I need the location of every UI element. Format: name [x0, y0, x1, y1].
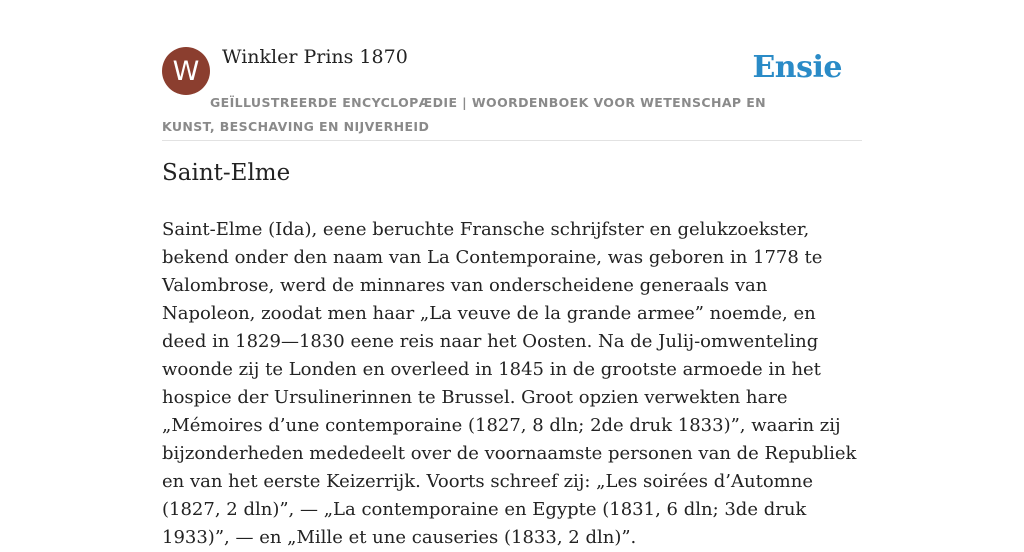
brand-logo[interactable]: Ensie [752, 50, 842, 85]
source-subtitle: GEÏLLUSTREERDE ENCYCLOPÆDIE | WOORDENBOEK VOOR WETENSCHAP EN KUNST, BESCHAVING EN NIJVERHEID [162, 95, 767, 134]
entry-body: Saint-Elme (Ida), eene beruchte Fransche schrijfster en gelukzoekster, bekend onder den naam van La Contemporaine, was geboren in 1778 te Valombrose, werd de minnares van onderscheidene generaals van Napoleon, zoodat men haar „La veuve de la grande armee” noemde, en deed in 1829—1830 eene reis naar het Oosten. Na de Julij-omwenteling woonde zij te Londen en overleed in 1845 in de grootste armoede in het hospice der Ursulinerinnen te Brussel. Groot opzien verwekten hare „Mémoires d’une contemporaine (1827, 8 dln; 2de druk 1833)”, waarin zij bijzonderheden mededeelt over de voornaamste personen van de Republiek en van het eerste Keizerrijk. Voorts schreef zij: „Les soirées d’Automne (1827, 2 dln)”, — „La contemporaine en Egypte (1831, 6 dln; 3de druk 1933)”, — en „Mille et une causeries (1833, 2 dln)”. [162, 219, 857, 548]
source-avatar[interactable]: W [162, 47, 210, 95]
source-title-link[interactable]: Winkler Prins 1870 [222, 46, 408, 68]
page [162, 0, 862, 548]
entry-title: Saint-Elme [162, 160, 291, 186]
source-header [162, 0, 862, 141]
